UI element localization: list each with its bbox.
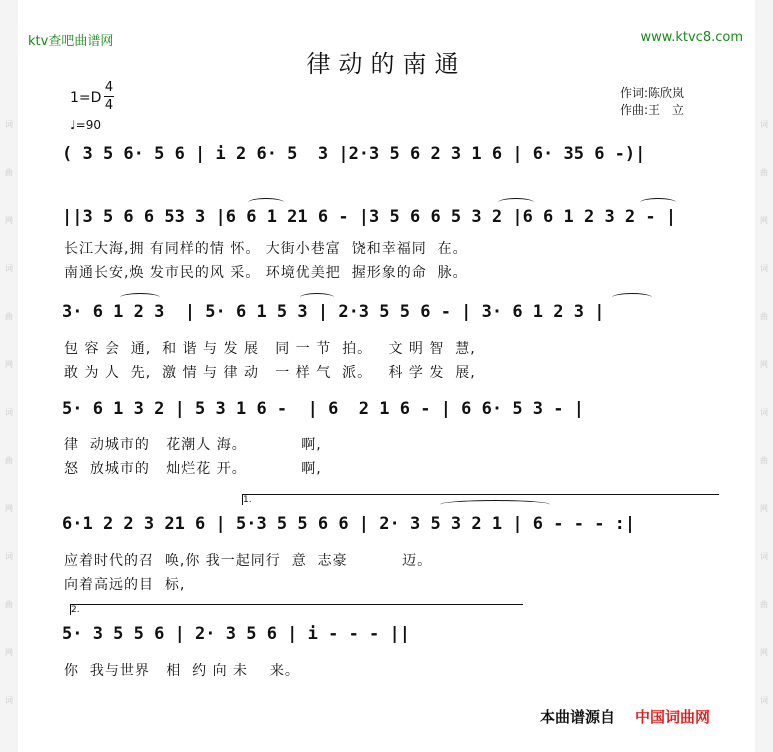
watermark-glyph: 网 bbox=[5, 648, 13, 657]
watermark-glyph: 词 bbox=[5, 552, 13, 561]
time-top: 4 bbox=[104, 80, 114, 95]
watermark-glyph: 词 bbox=[760, 264, 768, 273]
time-bottom: 4 bbox=[104, 98, 114, 113]
time-signature bbox=[104, 80, 114, 113]
lyricist: 作词:陈欣岚 bbox=[620, 86, 685, 100]
slur bbox=[498, 198, 534, 207]
watermark-glyph: 曲 bbox=[5, 600, 13, 609]
watermark-glyph: 词 bbox=[5, 120, 13, 129]
key-signature: 1=D bbox=[70, 90, 102, 106]
notation-text: 5· 6 1 3 2 | 5 3 1 6 - | 6 2 1 6 - | 6 6· 5 3 - | bbox=[62, 399, 584, 419]
lyric-line: 应着时代的召 唤,你 我一起同行 意 志豪 迈。 bbox=[64, 553, 433, 569]
volta-second-ending: 2. bbox=[70, 604, 523, 615]
tempo-marking: ♩=90 bbox=[70, 118, 101, 132]
watermark-glyph: 网 bbox=[760, 504, 768, 513]
watermark-glyph: 曲 bbox=[760, 456, 768, 465]
watermark-glyph: 词 bbox=[760, 408, 768, 417]
watermark-glyph: 网 bbox=[5, 216, 13, 225]
site-name-left: ktv查吧曲谱网 bbox=[28, 34, 114, 49]
watermark-glyph: 网 bbox=[5, 360, 13, 369]
watermark-glyph: 词 bbox=[760, 120, 768, 129]
watermark-glyph: 网 bbox=[760, 216, 768, 225]
lyric-line: 向着高远的目 标, bbox=[64, 577, 186, 593]
lyric-line: 南通长安,焕 发市民的风 采。 环境优美把 握形象的命 脉。 bbox=[64, 265, 468, 281]
watermark-glyph: 曲 bbox=[5, 168, 13, 177]
notation-row bbox=[0, 298, 773, 328]
source-label: 本曲谱源自 bbox=[540, 708, 616, 726]
lyric-line: 你 我与世界 相 约 向 未 来。 bbox=[64, 663, 300, 679]
watermark-glyph: 词 bbox=[760, 696, 768, 705]
source-credit bbox=[540, 706, 710, 727]
lyric-line: 敢 为 人 先, 激 情 与 律 动 一 样 气 派。 科 学 发 展, bbox=[64, 365, 476, 381]
notation-row bbox=[0, 510, 773, 540]
watermark-glyph: 网 bbox=[760, 648, 768, 657]
watermark-glyph: 词 bbox=[760, 552, 768, 561]
notation-text: 3· 6 1 2 3 | 5· 6 1 5 3 | 2·3 5 5 6 - | 3· 6 1 2 3 | bbox=[62, 302, 605, 322]
song-title: 律动的南通 bbox=[306, 50, 467, 78]
watermark-glyph: 曲 bbox=[760, 600, 768, 609]
lyric-line: 长江大海,拥 有同样的情 怀。 大街小巷富 饶和幸福同 在。 bbox=[64, 241, 468, 257]
watermark-glyph: 网 bbox=[760, 360, 768, 369]
volta-first-ending: 1. bbox=[242, 494, 719, 505]
slur bbox=[120, 293, 160, 302]
slur bbox=[300, 293, 334, 302]
notation-row bbox=[0, 395, 773, 425]
slur bbox=[440, 500, 550, 509]
watermark-glyph: 词 bbox=[5, 696, 13, 705]
slur bbox=[612, 293, 652, 302]
notation-text: 5· 3 5 5 6 | 2· 3 5 6 | i - - - || bbox=[62, 624, 410, 644]
slur bbox=[640, 198, 676, 207]
watermark-glyph: 曲 bbox=[760, 312, 768, 321]
lyric-line: 包 容 会 通, 和 谐 与 发 展 同 一 节 拍。 文 明 智 慧, bbox=[64, 341, 476, 357]
slur bbox=[248, 198, 284, 207]
notation-row bbox=[0, 620, 773, 650]
source-site: 中国词曲网 bbox=[635, 708, 711, 726]
notation-text: ||3 5 6 6 53 3 |6 6 1 21 6 - |3 5 6 6 5 3 2 |6 6 1 2 3 2 - | bbox=[62, 207, 677, 227]
notation-text: 6·1 2 2 3 21 6 | 5·3 5 5 6 6 | 2· 3 5 3 2 1 | 6 - - - :| bbox=[62, 514, 636, 534]
watermark-glyph: 词 bbox=[5, 408, 13, 417]
watermark-glyph: 曲 bbox=[760, 168, 768, 177]
watermark-glyph: 曲 bbox=[5, 456, 13, 465]
notation-row bbox=[0, 203, 773, 233]
watermark-glyph: 网 bbox=[5, 504, 13, 513]
site-url-right: www.ktvc8.com bbox=[640, 30, 743, 45]
composer: 作曲:王 立 bbox=[620, 103, 685, 117]
notation-row bbox=[0, 140, 773, 170]
lyric-line: 怒 放城市的 灿烂花 开。 啊, bbox=[64, 461, 322, 477]
watermark-glyph: 曲 bbox=[5, 312, 13, 321]
lyric-line: 律 动城市的 花潮人 海。 啊, bbox=[64, 437, 322, 453]
credits bbox=[620, 85, 684, 119]
notation-text: ( 3 5 6· 5 6 | i 2 6· 5 3 |2·3 5 6 2 3 1 6 | 6· 35 6 -)| bbox=[62, 144, 646, 164]
watermark-glyph: 词 bbox=[5, 264, 13, 273]
